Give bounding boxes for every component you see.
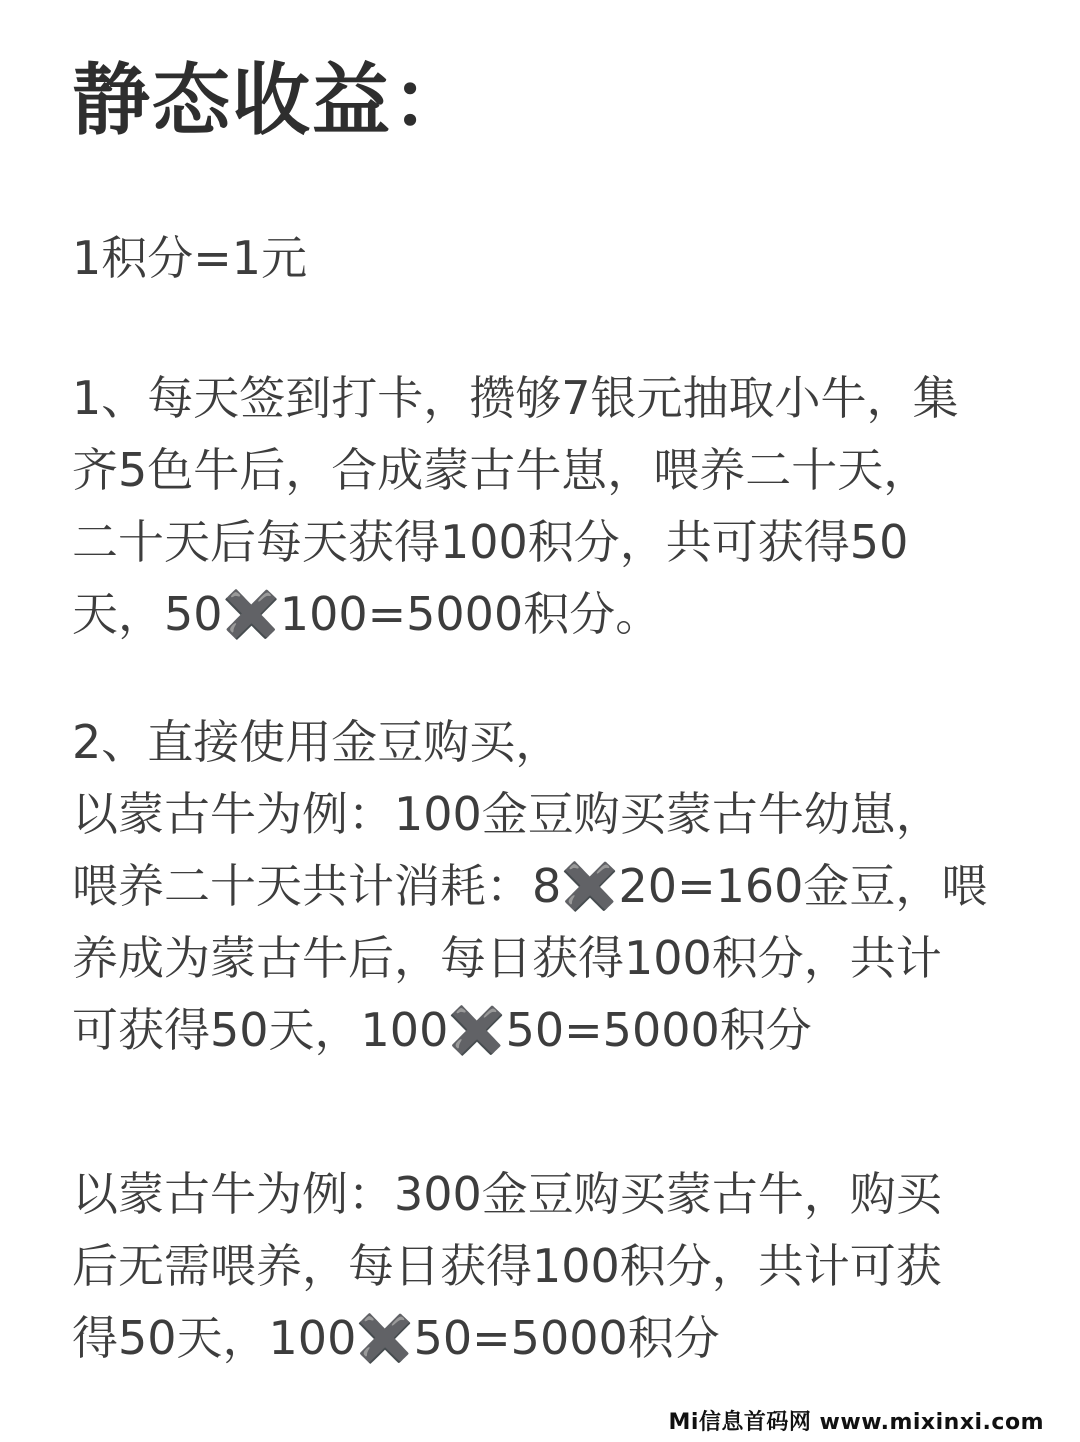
section-3-line: 得50天，100✖️50=5000积分 [72,1311,720,1365]
section-3-line: 以蒙古牛为例：300金豆购买蒙古牛，购买 [72,1167,942,1221]
section-2-line: 以蒙古牛为例：100金豆购买蒙古牛幼崽， [72,787,942,841]
section-2-line: 可获得50天，100✖️50=5000积分 [72,1003,812,1057]
section-2-line: 喂养二十天共计消耗：8✖️20=160金豆，喂 [72,859,988,913]
section-1-line: 1、每天签到打卡，攒够7银元抽取小牛，集 [72,371,959,425]
section-2-line: 养成为蒙古牛后，每日获得100积分，共计 [72,931,942,985]
section-3-direct-purchase [72,1158,1012,1374]
exchange-rate [72,222,1012,294]
section-1-line: 二十天后每天获得100积分，共可获得50 [72,515,909,569]
section-3-line: 后无需喂养，每日获得100积分，共计可获 [72,1239,942,1293]
site-watermark: Mi信息首码网 www.mixinxi.com [668,1410,1044,1435]
page-title: 静态收益： [72,56,473,146]
section-2-purchase [72,706,1012,1066]
section-1-line: 齐5色牛后，合成蒙古牛崽，喂养二十天， [72,443,930,497]
exchange-rate-text: 1积分=1元 [72,231,308,285]
section-1-line: 天，50✖️100=5000积分。 [72,587,662,641]
section-2-line: 2、直接使用金豆购买， [72,715,562,769]
section-1-checkin [72,362,1012,650]
